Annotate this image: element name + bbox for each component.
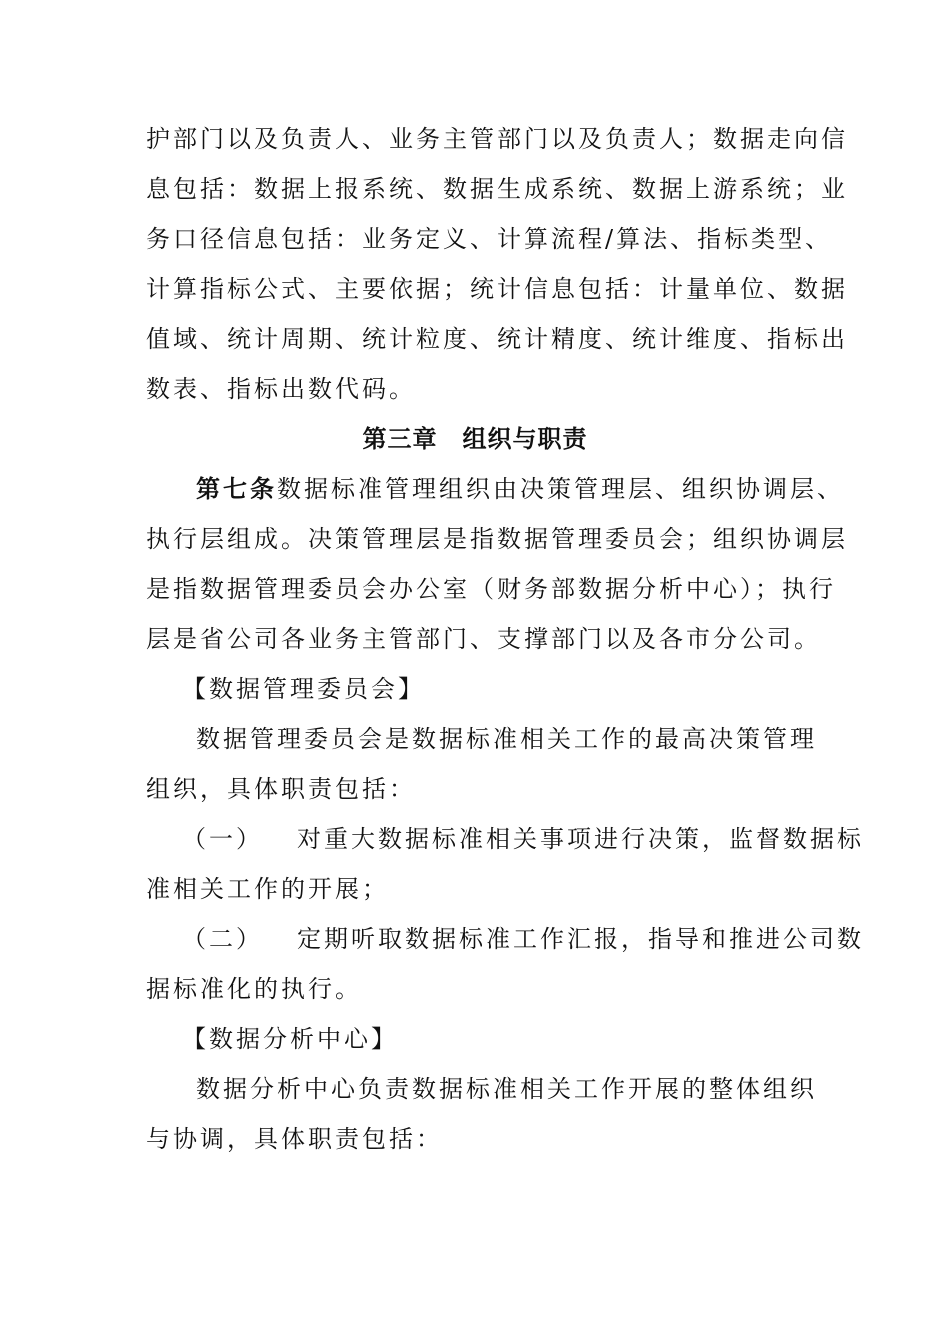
article-7-text: 数据标准管理组织由决策管理层、组织协调层、 [277,475,844,503]
chapter-title: 第三章 组织与职责 [362,425,588,453]
article-7-first-line [196,473,844,505]
body-line: 是指数据管理委员会办公室（财务部数据分析中心）；执行 [146,575,836,603]
body-line: 组织，具体职责包括： [146,775,416,803]
list-item-2 [182,923,864,955]
body-line: 计算指标公式、主要依据；统计信息包括：计量单位、数据 [146,275,848,303]
section-heading-analysis-center: 【数据分析中心】 [182,1025,398,1053]
body-line: 层是省公司各业务主管部门、支撑部门以及各市分公司。 [146,625,821,653]
body-line: 息包括：数据上报系统、数据生成系统、数据上游系统；业 [146,175,848,203]
list-number: （一） [182,825,263,853]
list-number: （二） [182,925,263,953]
article-label: 第七条 [196,475,277,503]
body-line: 据标准化的执行。 [146,975,362,1003]
body-line: 数据分析中心负责数据标准相关工作开展的整体组织 [196,1075,817,1103]
body-line: 护部门以及负责人、业务主管部门以及负责人；数据走向信 [146,125,848,153]
body-line: 执行层组成。决策管理层是指数据管理委员会；组织协调层 [146,525,848,553]
body-line: 值域、统计周期、统计粒度、统计精度、统计维度、指标出 [146,325,848,353]
section-heading-committee: 【数据管理委员会】 [182,675,425,703]
list-text: 定期听取数据标准工作汇报，指导和推进公司数 [297,925,864,953]
body-line: 与协调，具体职责包括： [146,1125,443,1153]
body-line: 准相关工作的开展； [146,875,389,903]
body-line: 数据管理委员会是数据标准相关工作的最高决策管理 [196,725,817,753]
list-item-1 [182,823,864,855]
body-line: 数表、指标出数代码。 [146,375,416,403]
list-text: 对重大数据标准相关事项进行决策，监督数据标 [297,825,864,853]
body-line: 务口径信息包括：业务定义、计算流程/算法、指标类型、 [146,225,833,253]
